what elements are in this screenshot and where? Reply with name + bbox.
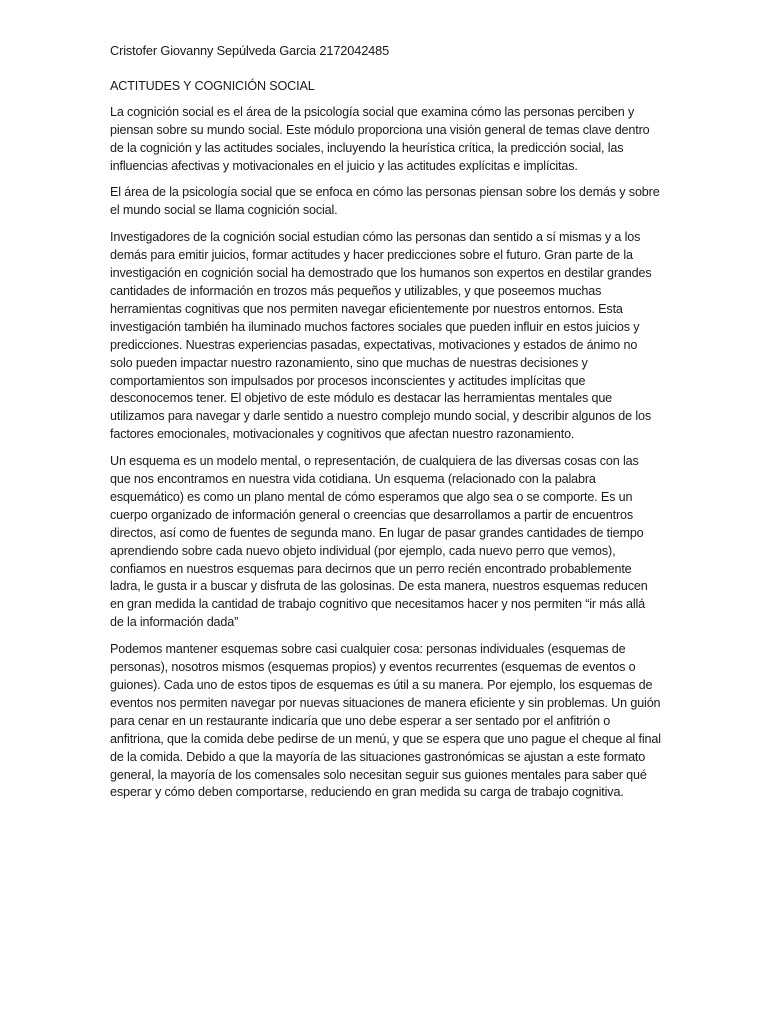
paragraph-3: Investigadores de la cognición social estudian cómo las personas dan sentido a sí mismas y a los demás para emitir juicios, formar actitudes y hacer predicciones sobre el futuro. Gran parte de la investigación en cognición social ha demostrado que los humanos son expertos en destilar grandes cantidades de información en trozos más pequeños y utilizables, y que poseemos muchas herramientas cognitivas que nos permiten navegar eficientemente por nuestros entornos. Esta investigación también ha iluminado muchos factores sociales que pueden influir en estos juicios y predicciones. Nuestras experiencias pasadas, expectativas, motivaciones y estados de ánimo no solo pueden impactar nuestro razonamiento, sino que muchas de nuestras decisiones y comportamientos son impulsados por procesos inconscientes y actitudes implícitas que desconocemos tener. El objetivo de este módulo es destacar las herramientas mentales que utilizamos para navegar y darle sentido a nuestro complejo mundo social, y describir algunos de los factores emocionales, motivacionales y cognitivos que afectan nuestro razonamiento. — [110, 230, 652, 442]
document-body — [110, 42, 662, 811]
author-line: Cristofer Giovanny Sepúlveda Garcia 2172042485 — [110, 43, 390, 58]
paragraph-4: Un esquema es un modelo mental, o representación, de cualquiera de las diversas cosas con las que nos encontramos en nuestra vida cotidiana. Un esquema (relacionado con la palabra esquemático) es como un plano mental de cómo esperamos que algo sea o se comporte. Es un cuerpo organizado de información general o creencias que desarrollamos a partir de encuentros directos, así como de fuentes de segunda mano. En lugar de pasar grandes cantidades de tiempo aprendiendo sobre cada nuevo objeto individual (por ejemplo, cada nuevo perro que vemos), confiamos en nuestros esquemas para decirnos que un perro recién encontrado probablemente ladra, le gusta ir a buscar y disfruta de las golosinas. De esta manera, nuestros esquemas reducen en gran medida la cantidad de trabajo cognitivo que necesitamos hacer y nos permiten “ir más allá de la información dada” — [110, 454, 648, 630]
document-title: ACTITUDES Y COGNICIÓN SOCIAL — [110, 78, 315, 93]
paragraph-5: Podemos mantener esquemas sobre casi cualquier cosa: personas individuales (esquemas de personas), nosotros mismos (esquemas propios) y eventos recurrentes (esquemas de eventos o guiones). Cada uno de estos tipos de esquemas es útil a su manera. Por ejemplo, los esquemas de eventos nos permiten navegar por nuevas situaciones de manera eficiente y sin problemas. Un guión para cenar en un restaurante indicaría que uno debe esperar a ser sentado por el anfitrión o anfitriona, que la comida debe pedirse de un menú, y que se espera que uno pague el cheque al final de la comida. Debido a que la mayoría de las situaciones gastronómicas se ajustan a este formato general, la mayoría de los comensales solo necesitan seguir sus guiones mentales para saber qué esperar y cómo deben comportarse, reduciendo en gran medida su carga de trabajo cognitiva. — [110, 642, 661, 800]
paragraph-2: El área de la psicología social que se enfoca en cómo las personas piensan sobre los demás y sobre el mundo social se llama cognición social. — [110, 185, 660, 218]
paragraph-1: La cognición social es el área de la psicología social que examina cómo las personas perciben y piensan sobre su mundo social. Este módulo proporciona una visión general de temas clave dentro de la cognición y las actitudes sociales, incluyendo la heurística crítica, la predicción social, las influencias afectivas y motivacionales en el juicio y las actitudes explícitas e implícitas. — [110, 104, 650, 173]
